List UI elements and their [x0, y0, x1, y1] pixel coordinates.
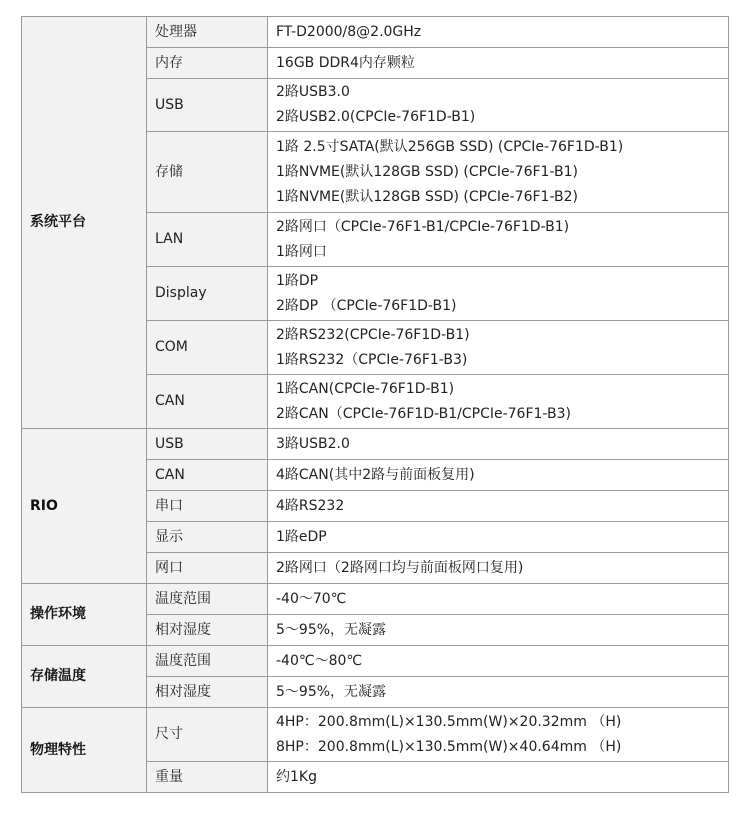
table-row	[22, 708, 729, 762]
category-cell: RIO	[22, 429, 147, 584]
value-cell	[268, 132, 729, 213]
table-row	[22, 17, 729, 48]
table-row	[22, 429, 729, 460]
value-line: 1路RS232（CPCIe-76F1-B3)	[276, 351, 468, 368]
item-cell: 显示	[147, 522, 268, 553]
item-cell: LAN	[147, 213, 268, 267]
value-line: 2路RS232(CPCIe-76F1D-B1)	[276, 326, 470, 343]
value-line: 5～95%，无凝露	[276, 683, 387, 700]
value-cell	[268, 267, 729, 321]
value-cell	[268, 429, 729, 460]
value-line: FT-D2000/8@2.0GHz	[276, 23, 422, 40]
value-line: 2路网口（2路网口均与前面板网口复用)	[276, 559, 524, 576]
item-cell: COM	[147, 321, 268, 375]
item-cell: 内存	[147, 48, 268, 79]
value-line: 2路USB2.0(CPCIe-76F1D-B1)	[276, 109, 476, 125]
item-cell: 温度范围	[147, 584, 268, 615]
value-cell	[268, 584, 729, 615]
item-cell: 尺寸	[147, 708, 268, 762]
value-cell	[268, 213, 729, 267]
value-cell	[268, 615, 729, 646]
spec-table-body	[22, 17, 729, 793]
item-cell: 串口	[147, 491, 268, 522]
item-cell: 温度范围	[147, 646, 268, 677]
item-cell: 相对湿度	[147, 615, 268, 646]
item-cell: CAN	[147, 375, 268, 429]
value-cell	[268, 708, 729, 762]
value-line: 2路USB3.0	[276, 84, 350, 100]
value-line: -40℃～80℃	[276, 652, 363, 669]
value-cell	[268, 79, 729, 132]
item-cell: CAN	[147, 460, 268, 491]
value-line: 1路 2.5寸SATA(默认256GB SSD) (CPCIe-76F1D-B1)	[276, 138, 624, 155]
value-line: 5～95%，无凝露	[276, 621, 387, 638]
value-line: 1路eDP	[276, 528, 327, 545]
value-line: 8HP：200.8mm(L)×130.5mm(W)×40.64mm （H)	[276, 738, 622, 755]
item-cell: 存储	[147, 132, 268, 213]
table-row	[22, 646, 729, 677]
value-line: 1路DP	[276, 272, 319, 289]
item-cell: 相对湿度	[147, 677, 268, 708]
value-cell	[268, 553, 729, 584]
item-cell: USB	[147, 429, 268, 460]
value-cell	[268, 48, 729, 79]
value-line: -40～70℃	[276, 590, 347, 607]
item-cell: 处理器	[147, 17, 268, 48]
value-line: 1路网口	[276, 243, 327, 260]
value-cell	[268, 677, 729, 708]
item-cell: 网口	[147, 553, 268, 584]
value-line: 4路CAN(其中2路与前面板复用)	[276, 466, 475, 483]
category-cell: 物理特性	[22, 708, 147, 793]
value-line: 2路DP （CPCIe-76F1D-B1)	[276, 297, 457, 314]
value-line: 约1Kg	[276, 768, 317, 785]
category-cell: 存储温度	[22, 646, 147, 708]
value-line: 1路NVME(默认128GB SSD) (CPCIe-76F1-B1)	[276, 163, 578, 180]
item-cell: USB	[147, 79, 268, 132]
value-cell	[268, 762, 729, 793]
value-cell	[268, 321, 729, 375]
table-row	[22, 584, 729, 615]
item-cell: Display	[147, 267, 268, 321]
value-cell	[268, 375, 729, 429]
item-cell: 重量	[147, 762, 268, 793]
value-line: 2路网口（CPCIe-76F1-B1/CPCIe-76F1D-B1)	[276, 218, 570, 235]
value-cell	[268, 522, 729, 553]
value-line: 4HP：200.8mm(L)×130.5mm(W)×20.32mm （H)	[276, 713, 622, 730]
value-line: 1路NVME(默认128GB SSD) (CPCIe-76F1-B2)	[276, 188, 578, 205]
value-line: 4路RS232	[276, 497, 345, 514]
value-cell	[268, 646, 729, 677]
value-cell	[268, 491, 729, 522]
value-cell	[268, 17, 729, 48]
value-line: 2路CAN（CPCIe-76F1D-B1/CPCIe-76F1-B3)	[276, 405, 571, 422]
category-cell: 操作环境	[22, 584, 147, 646]
value-line: 1路CAN(CPCIe-76F1D-B1)	[276, 380, 455, 397]
value-line: 3路USB2.0	[276, 435, 350, 452]
value-cell	[268, 460, 729, 491]
spec-table	[21, 16, 729, 793]
value-line: 16GB DDR4内存颗粒	[276, 54, 415, 71]
category-cell: 系统平台	[22, 17, 147, 429]
